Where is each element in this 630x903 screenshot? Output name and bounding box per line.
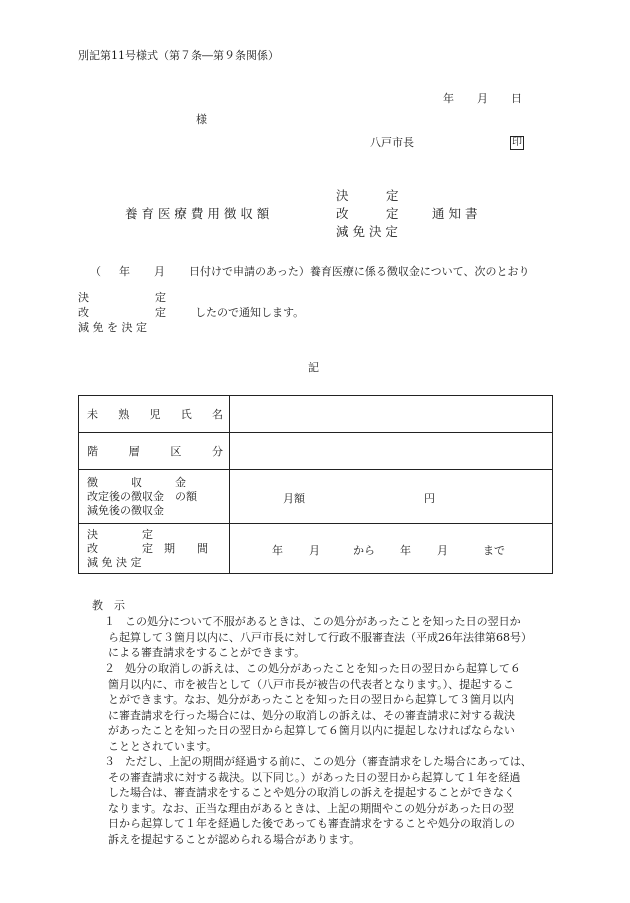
date-day-label: 日: [511, 92, 522, 105]
label-char: 名: [212, 408, 223, 421]
from-month-label: 月: [309, 543, 320, 557]
instruction-line: ただし、上記の期間が経過する前に、この処分（審査請求をした場合にあっては、: [125, 755, 532, 768]
instruction-number: １: [104, 615, 115, 628]
intro-month-label: 月: [154, 265, 165, 278]
instruction-line: こととされています。: [108, 739, 218, 753]
instructions-heading: 教 示: [92, 599, 125, 612]
recipient-suffix: 様: [196, 113, 207, 126]
instruction-line: 日から起算して１年を経過した後であっても審査請求をすることや処分の取消しの: [108, 817, 515, 830]
label-char: 未: [87, 408, 98, 421]
fee-table: [78, 395, 553, 574]
label-fee-amount: [79, 470, 230, 524]
value-period: [230, 524, 553, 574]
instruction-line: 訴えを提起することが認められる場合があります。: [108, 832, 361, 846]
value-fee-amount: [230, 470, 553, 524]
label-line: 減 免 決 定: [87, 555, 142, 569]
title-options: [336, 190, 399, 244]
label-char: 階: [87, 445, 98, 458]
intro-notice-text: したので通知します。: [195, 306, 305, 319]
label-char: 層: [128, 445, 140, 458]
table-row-fee-amount: [79, 470, 553, 524]
label-line: 改 定 期 間: [87, 541, 208, 555]
instruction-line: その審査請求に対する裁決。以下同じ。）があった日の翌日から起算して１年を経過: [108, 770, 521, 784]
value-infant-name: [230, 396, 553, 433]
instruction-line: があったことを知った日の翌日から起算して６箇月以内に提起しなければならない: [108, 724, 515, 737]
table-row-class: [79, 433, 553, 470]
ki-heading: 記: [308, 361, 319, 374]
instruction-line: 箇月以内に、市を被告として（八戸市長が被告の代表者となります。）、提起するこ: [108, 677, 515, 691]
instruction-number: ２: [104, 662, 115, 675]
issuer-name: 八戸市長: [370, 136, 414, 149]
intro-open-paren: （: [90, 265, 101, 278]
label-class: [79, 433, 230, 470]
label-char: 熟: [118, 408, 130, 421]
instruction-line: に審査請求を行った場合には、処分の取消しの訴えは、その審査請求に対する裁決: [108, 708, 515, 722]
intro-option-reduce: 減 免 を 決 定: [78, 321, 147, 334]
label-infant-name: [79, 396, 230, 433]
monthly-label: 月額: [283, 491, 305, 505]
value-class: [230, 433, 553, 470]
label-char: 区: [170, 445, 182, 458]
title-option-revise: 改 定: [336, 206, 399, 221]
date-month-label: 月: [477, 92, 488, 105]
instruction-line: による審査請求をすることができます。: [108, 646, 306, 659]
label-line: 徴 収 金: [87, 475, 186, 489]
label-line: 減免後の徴収金: [87, 503, 164, 517]
intro-options: [78, 292, 166, 337]
intro-year-label: 年: [119, 265, 130, 278]
from-label: から: [353, 543, 375, 557]
instruction-item-3: [104, 754, 558, 847]
instruction-line: ら起算して３箇月以内に、八戸市長に対して行政不服審査法（平成26年法律第68号）: [108, 630, 532, 644]
to-month-label: 月: [437, 543, 448, 557]
title-suffix: 通 知 書: [432, 206, 478, 221]
instruction-line: 処分の取消しの訴えは、この処分があったことを知った日の翌日から起算して６: [125, 662, 521, 675]
title-option-decide: 決 定: [336, 188, 399, 203]
label-line: 改定後の徴収金 の額: [87, 489, 197, 503]
title-option-reduce: 減 免 決 定: [336, 224, 398, 239]
intro-option-decide: 決 定: [78, 291, 166, 304]
intro-text: 日付けで申請のあった）養育医療に係る徴収金について、次のとおり: [189, 265, 530, 278]
label-char: 氏: [180, 408, 192, 421]
to-year-label: 年: [400, 543, 411, 557]
from-year-label: 年: [272, 543, 283, 557]
document-title: 養 育 医 療 費 用 徴 収 額: [125, 206, 270, 221]
form-reference: 別記第11号様式（第７条―第９条関係）: [78, 49, 279, 62]
instruction-line: とができます。なお、処分があったことを知った日の翌日から起算して３箇月以内: [108, 693, 515, 706]
instruction-line: なります。なお、正当な理由があるときは、上記の期間やこの処分があった日の翌: [108, 801, 515, 815]
instruction-item-1: [104, 614, 558, 661]
table-row-period: [79, 524, 553, 574]
label-char: 児: [149, 408, 161, 421]
table-row-infant-name: [79, 396, 553, 433]
date-year-label: 年: [443, 92, 454, 105]
instruction-number: ３: [104, 755, 115, 768]
instruction-item-2: [104, 661, 558, 754]
intro-option-revise: 改 定: [78, 306, 166, 319]
label-line: 決 定: [87, 527, 153, 541]
instruction-line: した場合は、審査請求をすることや処分の取消しの訴えを提起することができなく: [108, 786, 515, 799]
label-period: [79, 524, 230, 574]
to-label: まで: [483, 543, 505, 557]
label-char: 分: [211, 445, 223, 458]
seal-stamp: 印: [512, 137, 522, 148]
yen-label: 円: [424, 491, 435, 505]
instruction-line: この処分について不服があるときは、この処分があったことを知った日の翌日か: [125, 615, 521, 628]
